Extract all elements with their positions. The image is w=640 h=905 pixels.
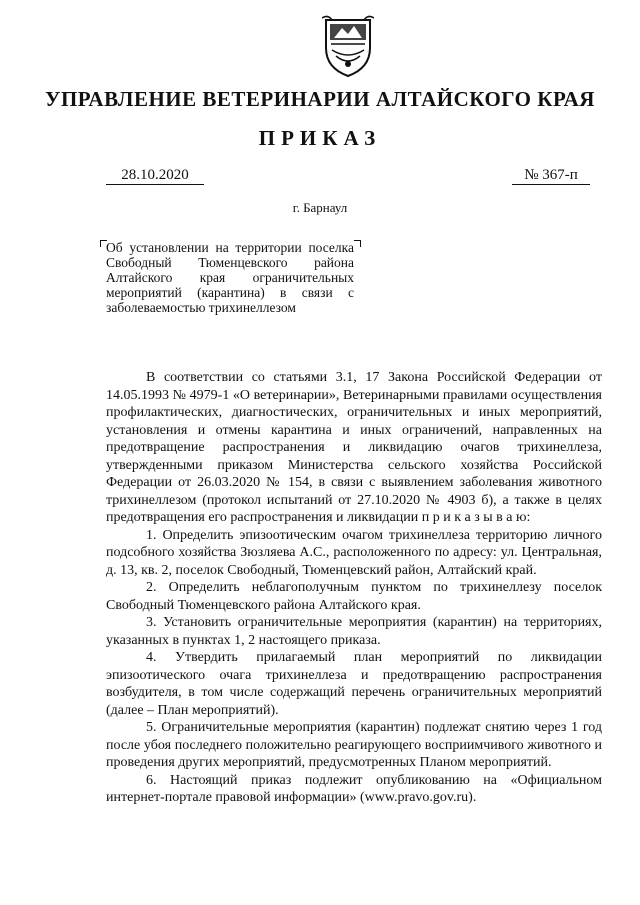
preamble-paragraph: В соответствии со статьями 3.1, 17 Закона Российской Федерации от 14.05.1993 № 4979-1 «О ветеринарии», Ветеринарными правилами осуществления профилактических, диагностических, ограничительных и иных мероприятий, установления и отмены карантина и иных ограничений, направленных на предотвращение распространения и ликвидацию очагов трихинеллеза, утвержденными приказом Министерства сельского хозяйства Российской Федерации от 26.03.2020 № 154, в связи с выявлением заболевания животного трихинеллезом (протокол испытаний от 27.10.2020 № 4903 б), а также в целях предотвращения его распространения и ликвидации п р и к а з ы в а ю:	[106, 370, 602, 525]
order-item-6: 6. Настоящий приказ подлежит опубликованию на «Официальном интернет-портале правовой информации» (www.pravo.gov.ru).	[106, 772, 602, 805]
document-city: г. Барнаул	[292, 200, 348, 215]
document-subject: Об установлении на территории поселка Свободный Тюменцевского района Алтайского края ограничительных мероприятий (карантина) в связи с заболеваемостью трихинеллезом	[106, 240, 354, 315]
document-type: ПРИКАЗ	[258, 126, 382, 150]
order-item-4: 4. Утвердить прилагаемый план мероприятий по ликвидации эпизоотического очага трихинеллеза и предотвращению распространения возбудителя, в том числе содержащий перечень ограничительных мероприятий (далее – План мероприятий).	[106, 650, 602, 718]
organization-title: УПРАВЛЕНИЕ ВЕТЕРИНАРИИ АЛТАЙСКОГО КРАЯ	[45, 87, 595, 111]
order-item-5: 5. Ограничительные мероприятия (карантин) подлежат снятию через 1 год после убоя последнего положительно реагирующего восприимчивого животного и проведения других мероприятий, предусмотренных Планом мероприятий.	[106, 720, 602, 770]
document-number: № 367-п	[512, 166, 590, 185]
order-item-1: 1. Определить эпизоотическим очагом трихинеллеза территорию личного подсобного хозяйства Зюзляева А.С., расположенного по адресу: ул. Центральная, д. 13, кв. 2, поселок Свободный, Тюменцевский район, Алтайский край.	[106, 527, 602, 578]
document-body	[106, 369, 602, 807]
subject-bracket-right	[354, 240, 361, 247]
coat-of-arms-icon	[322, 14, 374, 78]
order-item-3: 3. Установить ограничительные мероприятия (карантин) на территориях, указанных в пунктах 1, 2 настоящего приказа.	[106, 615, 602, 648]
order-item-2: 2. Определить неблагополучным пунктом по трихинеллезу поселок Свободный Тюменцевского района Алтайского края.	[106, 580, 602, 613]
document-date: 28.10.2020	[106, 166, 204, 185]
